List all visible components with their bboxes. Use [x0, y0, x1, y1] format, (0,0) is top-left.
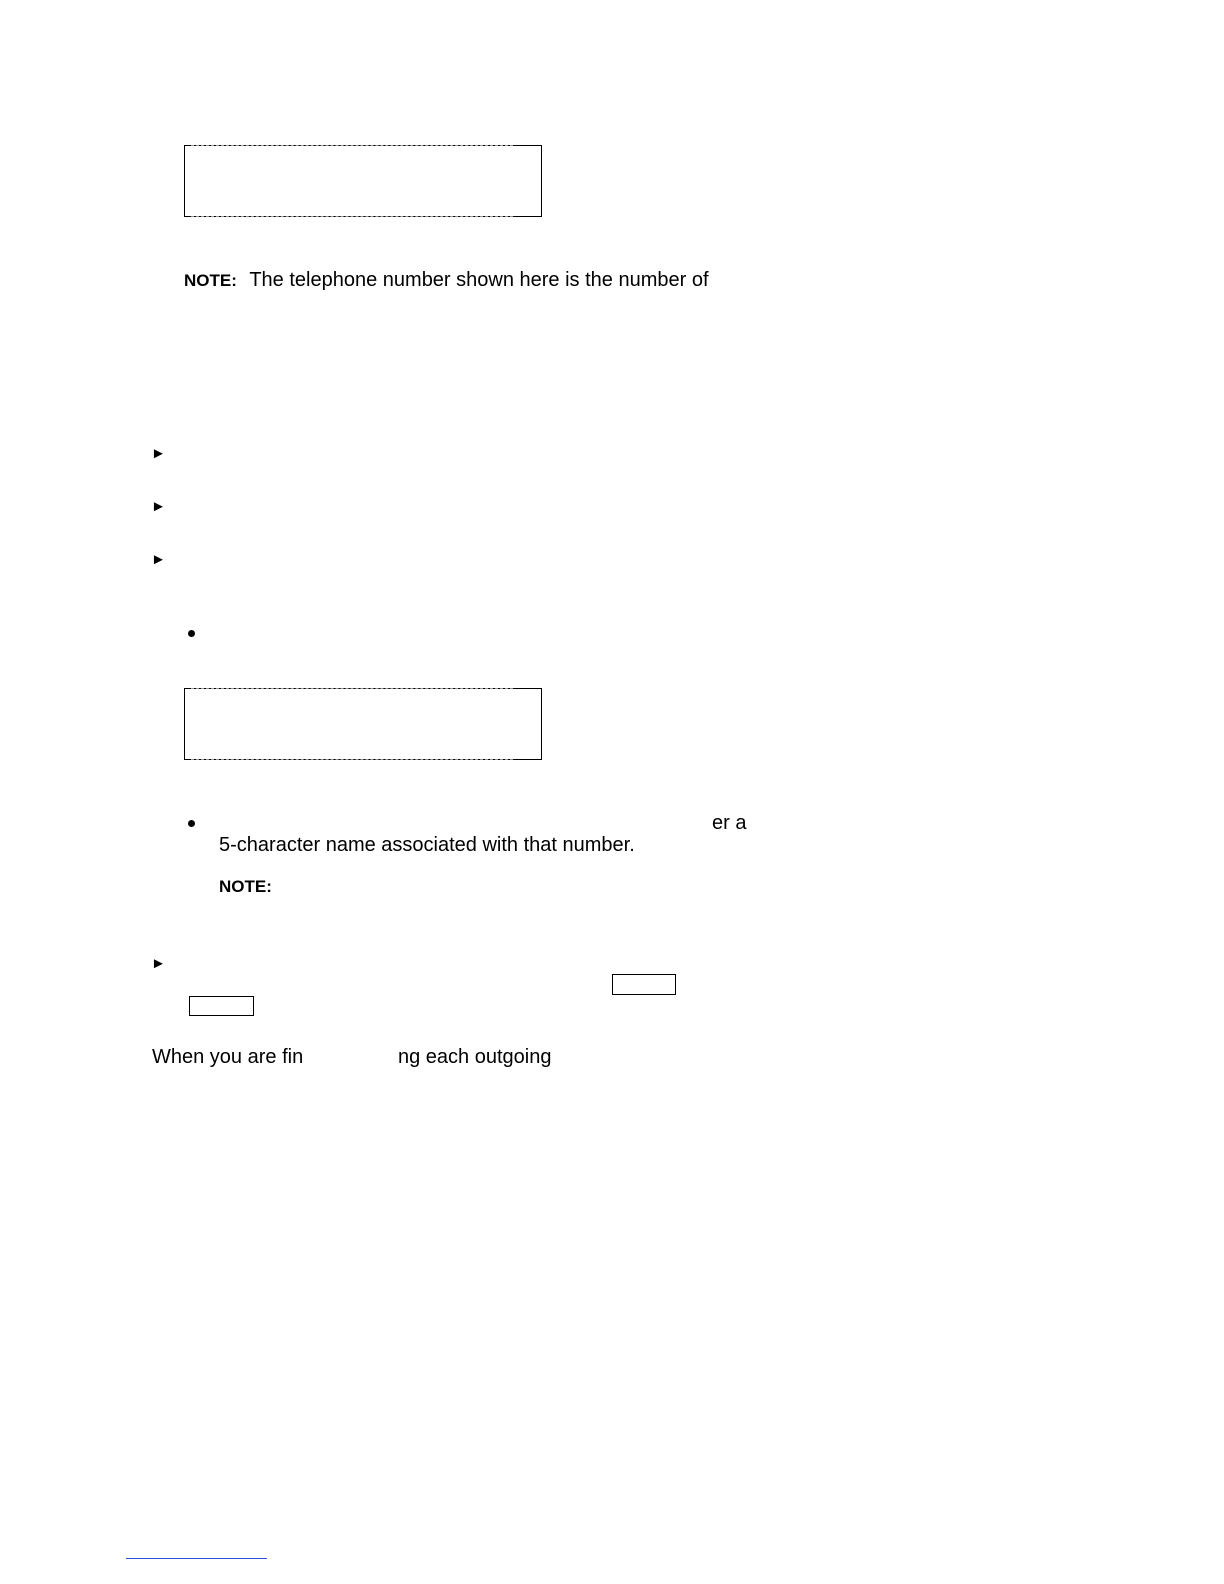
note-text: The telephone number shown here is the number of — [249, 269, 709, 291]
closing-fragment-2: ng each outgoing — [398, 1046, 552, 1068]
display-box-bottom-edge — [191, 216, 513, 217]
footer-rule — [126, 1558, 267, 1559]
note-label: NOTE: — [184, 271, 237, 290]
closing-fragment-1: When you are fin — [152, 1046, 304, 1068]
key-box-1 — [612, 974, 676, 995]
bullet-point-2 — [188, 820, 195, 827]
bullet-2-fragment: er a — [712, 812, 747, 834]
display-box-top — [184, 145, 542, 217]
note-label-2: NOTE: — [219, 877, 272, 896]
step-arrow-4: ► — [151, 955, 166, 972]
display-box-middle — [184, 688, 542, 760]
step-arrow-2: ► — [151, 498, 166, 515]
step-arrow-1: ► — [151, 445, 166, 462]
bullet-point-1 — [188, 630, 195, 637]
display-box-middle-top-edge — [191, 688, 513, 689]
bullet-2-text: 5-character name associated with that number. — [219, 834, 635, 856]
key-box-2 — [189, 996, 254, 1016]
step-arrow-3: ► — [151, 551, 166, 568]
display-box-top-edge — [191, 145, 513, 146]
display-box-middle-bottom-edge — [191, 759, 513, 760]
note-telephone-number — [184, 269, 709, 291]
